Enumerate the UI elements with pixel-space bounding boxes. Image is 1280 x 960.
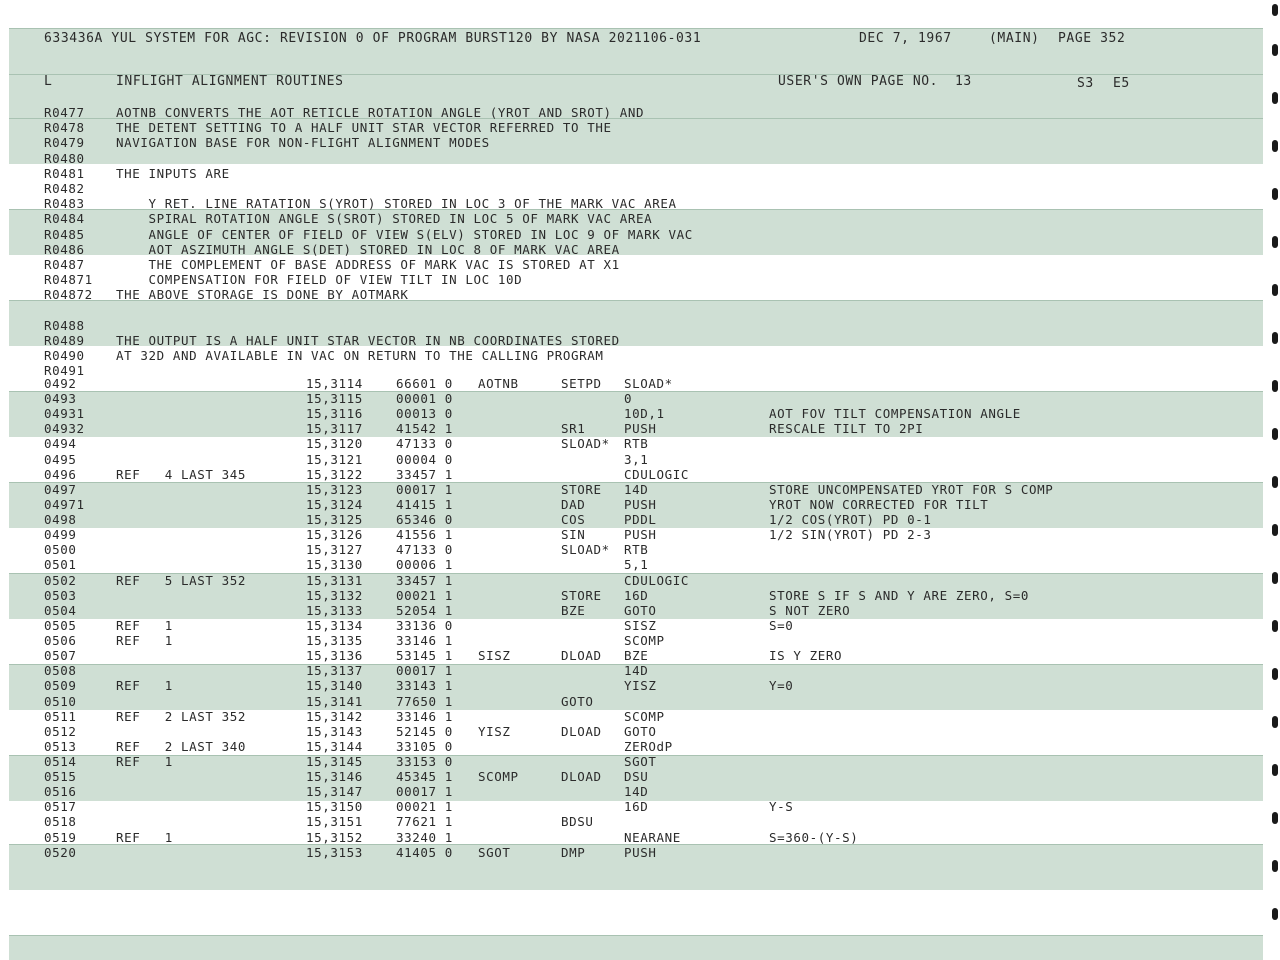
operand: PUSH (624, 844, 657, 860)
line-number: 0507 (44, 648, 77, 664)
line-number: 0509 (44, 678, 77, 694)
octal-word: 41556 1 (396, 527, 453, 543)
opcode: DLOAD (561, 723, 602, 739)
memory-address: 15,3117 (306, 421, 363, 437)
line-number: 04932 (44, 421, 85, 437)
octal-word: 00006 1 (396, 557, 453, 573)
line-number: R0491 (44, 363, 85, 379)
opcode: GOTO (561, 693, 594, 709)
memory-address: 15,3140 (306, 678, 363, 694)
line-number: R0482 (44, 181, 85, 196)
memory-address: 15,3116 (306, 406, 363, 422)
comment: 1/2 SIN(YROT) PD 2-3 (769, 527, 932, 543)
cross-reference: REF 1 (116, 633, 173, 649)
octal-word: 66601 0 (396, 376, 453, 391)
comment: AOT FOV TILT COMPENSATION ANGLE (769, 406, 1021, 422)
memory-address: 15,3132 (306, 587, 363, 603)
opcode: SLOAD* (561, 436, 610, 452)
line-number: R0484 (44, 211, 85, 227)
code-line (0, 663, 1254, 678)
operand: PUSH (624, 527, 657, 543)
remark-line (0, 227, 1254, 242)
line-number: 0513 (44, 738, 77, 754)
cross-reference: REF 1 (116, 678, 173, 694)
code-line (0, 527, 1254, 542)
line-number: R0489 (44, 333, 85, 348)
line-number: 0504 (44, 602, 77, 618)
memory-address: 15,3146 (306, 769, 363, 785)
code-line (0, 391, 1254, 406)
octal-word: 77621 1 (396, 814, 453, 830)
remark-text: AT 32D AND AVAILABLE IN VAC ON RETURN TO THE CALLING PROGRAM (116, 348, 604, 364)
operand: RTB (624, 436, 649, 452)
line-number: 0496 (44, 466, 77, 482)
line-number: R0481 (44, 165, 85, 181)
memory-address: 15,3134 (306, 617, 363, 633)
operand: CDULOGIC (624, 572, 690, 588)
remark-line (0, 348, 1254, 363)
cross-reference: REF 4 LAST 345 (116, 466, 247, 482)
cross-reference: REF 1 (116, 829, 173, 845)
remark-text: ANGLE OF CENTER OF FIELD OF VIEW S(ELV) STORED IN LOC 9 OF MARK VAC (116, 226, 693, 242)
comment: Y-S (769, 799, 794, 815)
comment: IS Y ZERO (769, 648, 843, 664)
code-line (0, 573, 1254, 588)
label: SISZ (478, 648, 511, 664)
line-number: R0483 (44, 196, 85, 212)
octal-word: 45345 1 (396, 769, 453, 785)
memory-address: 15,3137 (306, 663, 363, 679)
octal-word: 00001 0 (396, 391, 453, 407)
comment: STORE UNCOMPENSATED YROT FOR S COMP (769, 481, 1054, 497)
memory-address: 15,3143 (306, 723, 363, 739)
remark-text: THE COMPLEMENT OF BASE ADDRESS OF MARK VAC IS STORED AT X1 (116, 257, 620, 272)
line-number: R0479 (44, 135, 85, 151)
line-number: 0498 (44, 512, 77, 528)
opcode: SIN (561, 527, 586, 543)
remark-text: THE DETENT SETTING TO A HALF UNIT STAR VECTOR REFERRED TO THE (116, 120, 612, 136)
octal-word: 33146 1 (396, 708, 453, 724)
remark-line (0, 151, 1254, 166)
memory-address: 15,3123 (306, 481, 363, 497)
line-number: R0488 (44, 317, 85, 333)
line-number: 0506 (44, 633, 77, 649)
code-line (0, 482, 1254, 497)
octal-word: 00013 0 (396, 406, 453, 422)
code-line (0, 421, 1254, 436)
operand: SCOMP (624, 708, 665, 724)
code-line (0, 588, 1254, 603)
remark-line (0, 211, 1254, 226)
s3-marker: S3 (1077, 76, 1094, 91)
comment: STORE S IF S AND Y ARE ZERO, S=0 (769, 587, 1030, 603)
code-line (0, 709, 1254, 724)
memory-address: 15,3127 (306, 542, 363, 558)
operand: 5,1 (624, 557, 649, 573)
operand: SCOMP (624, 633, 665, 649)
remark-line (0, 303, 1254, 318)
cross-reference: REF 1 (116, 754, 173, 769)
remark-line (0, 272, 1254, 287)
opcode: DLOAD (561, 648, 602, 664)
line-number: 0497 (44, 481, 77, 497)
octal-word: 00017 1 (396, 663, 453, 679)
memory-address: 15,3126 (306, 527, 363, 543)
remark-line (0, 318, 1254, 333)
line-number: 0501 (44, 557, 77, 573)
code-line (0, 739, 1254, 754)
comment: S=0 (769, 617, 794, 633)
code-line (0, 830, 1254, 845)
code-line (0, 406, 1254, 421)
memory-address: 15,3153 (306, 844, 363, 860)
operand: 3,1 (624, 451, 649, 467)
opcode: SR1 (561, 421, 586, 437)
comment: S NOT ZERO (769, 602, 851, 618)
label: SGOT (478, 844, 511, 860)
users-page-number: USER'S OWN PAGE NO. 13 (778, 74, 972, 89)
code-line (0, 542, 1254, 557)
code-line (0, 694, 1254, 709)
comment: YROT NOW CORRECTED FOR TILT (769, 496, 989, 512)
octal-word: 33457 1 (396, 572, 453, 588)
octal-word: 00017 1 (396, 481, 453, 497)
line-number: 04931 (44, 406, 85, 422)
operand: 10D,1 (624, 406, 665, 422)
octal-word: 47133 0 (396, 436, 453, 452)
operand: CDULOGIC (624, 466, 690, 482)
line-number: 0493 (44, 391, 77, 407)
octal-word: 52145 0 (396, 723, 453, 739)
line-number: 0512 (44, 723, 77, 739)
code-line (0, 769, 1254, 784)
listing-l-marker: L (44, 74, 53, 89)
line-number: R0480 (44, 150, 85, 166)
memory-address: 15,3115 (306, 391, 363, 407)
memory-address: 15,3125 (306, 512, 363, 528)
octal-word: 00021 1 (396, 587, 453, 603)
operand: NEARANE (624, 829, 681, 845)
octal-word: 33146 1 (396, 633, 453, 649)
code-line (0, 724, 1254, 739)
cross-reference: REF 2 LAST 352 (116, 708, 247, 724)
octal-word: 33143 1 (396, 678, 453, 694)
memory-address: 15,3142 (306, 708, 363, 724)
operand: DSU (624, 769, 649, 785)
operand: 14D (624, 784, 649, 800)
line-number: R0477 (44, 105, 85, 120)
code-line (0, 784, 1254, 799)
line-number: 0494 (44, 436, 77, 452)
opcode: DAD (561, 496, 586, 512)
line-number: 0492 (44, 376, 77, 391)
remark-line (0, 181, 1254, 196)
octal-word: 77650 1 (396, 693, 453, 709)
code-line (0, 678, 1254, 693)
remark-text: Y RET. LINE RATATION S(YROT) STORED IN LOC 3 OF THE MARK VAC AREA (116, 196, 677, 212)
green-band (9, 935, 1263, 960)
operand: SISZ (624, 617, 657, 633)
line-number: R0478 (44, 120, 85, 136)
memory-address: 15,3122 (306, 466, 363, 482)
memory-address: 15,3135 (306, 633, 363, 649)
memory-address: 15,3145 (306, 754, 363, 769)
opcode: STORE (561, 587, 602, 603)
code-line (0, 633, 1254, 648)
tractor-holes (1264, 0, 1280, 959)
line-number: 0508 (44, 663, 77, 679)
remark-line (0, 287, 1254, 302)
code-line (0, 799, 1254, 814)
comment: RESCALE TILT TO 2PI (769, 421, 924, 437)
line-number: 0503 (44, 587, 77, 603)
line-number: 0511 (44, 708, 77, 724)
code-line (0, 452, 1254, 467)
octal-word: 33457 1 (396, 466, 453, 482)
remark-text: THE OUTPUT IS A HALF UNIT STAR VECTOR IN NB COORDINATES STORED (116, 333, 620, 348)
remark-text: AOTNB CONVERTS THE AOT RETICLE ROTATION ANGLE (YROT AND SROT) AND (116, 105, 645, 120)
operand: 14D (624, 481, 649, 497)
line-number: 0510 (44, 693, 77, 709)
code-line (0, 376, 1254, 391)
operand: ZEROdP (624, 738, 673, 754)
remark-line (0, 196, 1254, 211)
octal-word: 53145 1 (396, 648, 453, 664)
operand: YISZ (624, 678, 657, 694)
code-line (0, 845, 1254, 860)
remark-line (0, 333, 1254, 348)
memory-address: 15,3133 (306, 602, 363, 618)
remark-line (0, 120, 1254, 135)
line-number: R04872 (44, 287, 93, 303)
line-number: 0516 (44, 784, 77, 800)
operand: GOTO (624, 602, 657, 618)
octal-word: 65346 0 (396, 512, 453, 528)
remark-line (0, 135, 1254, 150)
remark-line (0, 105, 1254, 120)
operand: 16D (624, 587, 649, 603)
memory-address: 15,3114 (306, 376, 363, 391)
memory-address: 15,3136 (306, 648, 363, 664)
line-number: 0499 (44, 527, 77, 543)
opcode: DLOAD (561, 769, 602, 785)
code-line (0, 618, 1254, 633)
opcode: BZE (561, 602, 586, 618)
memory-address: 15,3147 (306, 784, 363, 800)
operand: SLOAD* (624, 376, 673, 391)
listing-main: (MAIN) (989, 31, 1040, 46)
memory-address: 15,3144 (306, 738, 363, 754)
octal-word: 41542 1 (396, 421, 453, 437)
line-number: 0520 (44, 844, 77, 860)
opcode: STORE (561, 481, 602, 497)
octal-word: 00004 0 (396, 451, 453, 467)
code-line (0, 814, 1254, 829)
remark-line (0, 257, 1254, 272)
line-number: 0500 (44, 542, 77, 558)
line-number: 0505 (44, 617, 77, 633)
comment: S=360-(Y-S) (769, 829, 859, 845)
cross-reference: REF 1 (116, 617, 173, 633)
octal-word: 52054 1 (396, 602, 453, 618)
code-line (0, 603, 1254, 618)
remark-line (0, 166, 1254, 181)
octal-word: 47133 0 (396, 542, 453, 558)
remark-text: THE INPUTS ARE (116, 165, 230, 181)
page-number: PAGE 352 (1058, 31, 1126, 46)
code-line (0, 648, 1254, 663)
section-title: INFLIGHT ALIGNMENT ROUTINES (116, 74, 344, 89)
line-number: R0486 (44, 241, 85, 257)
remark-text: NAVIGATION BASE FOR NON-FLIGHT ALIGNMENT MODES (116, 135, 490, 151)
remark-text: AOT ASZIMUTH ANGLE S(DET) STORED IN LOC 8 OF MARK VAC AREA (116, 241, 620, 257)
octal-word: 33136 0 (396, 617, 453, 633)
opcode: COS (561, 512, 586, 528)
line-number: 0518 (44, 814, 77, 830)
cross-reference: REF 5 LAST 352 (116, 572, 247, 588)
memory-address: 15,3131 (306, 572, 363, 588)
operand: PDDL (624, 512, 657, 528)
memory-address: 15,3130 (306, 557, 363, 573)
code-line (0, 436, 1254, 451)
memory-address: 15,3151 (306, 814, 363, 830)
opcode: BDSU (561, 814, 594, 830)
comment: Y=0 (769, 678, 794, 694)
memory-address: 15,3124 (306, 496, 363, 512)
line-number: R0485 (44, 226, 85, 242)
code-line (0, 467, 1254, 482)
memory-address: 15,3152 (306, 829, 363, 845)
opcode: DMP (561, 844, 586, 860)
operand: 0 (624, 391, 633, 407)
comment: 1/2 COS(YROT) PD 0-1 (769, 512, 932, 528)
octal-word: 41405 0 (396, 844, 453, 860)
line-number: R04871 (44, 272, 93, 288)
code-line (0, 557, 1254, 572)
memory-address: 15,3150 (306, 799, 363, 815)
label: SCOMP (478, 769, 519, 785)
operand: 14D (624, 663, 649, 679)
octal-word: 41415 1 (396, 496, 453, 512)
octal-word: 33105 0 (396, 738, 453, 754)
line-number: 0495 (44, 451, 77, 467)
memory-address: 15,3120 (306, 436, 363, 452)
octal-word: 33153 0 (396, 754, 453, 769)
e5-marker: E5 (1113, 76, 1130, 91)
line-number: 04971 (44, 496, 85, 512)
octal-word: 00017 1 (396, 784, 453, 800)
remark-text: COMPENSATION FOR FIELD OF VIEW TILT IN LOC 10D (116, 272, 523, 288)
line-number: 0517 (44, 799, 77, 815)
opcode: SETPD (561, 376, 602, 391)
line-number: R0487 (44, 257, 85, 272)
operand: 16D (624, 799, 649, 815)
label: AOTNB (478, 376, 519, 391)
line-number: 0515 (44, 769, 77, 785)
remark-text: THE ABOVE STORAGE IS DONE BY AOTMARK (116, 287, 409, 303)
remark-text: SPIRAL ROTATION ANGLE S(SROT) STORED IN LOC 5 OF MARK VAC AREA (116, 211, 653, 227)
octal-word: 33240 1 (396, 829, 453, 845)
octal-word: 00021 1 (396, 799, 453, 815)
operand: PUSH (624, 496, 657, 512)
operand: RTB (624, 542, 649, 558)
listing-title: 633436A YUL SYSTEM FOR AGC: REVISION 0 OF PROGRAM BURST120 BY NASA 2021106-031 (44, 31, 702, 46)
opcode: SLOAD* (561, 542, 610, 558)
code-line (0, 754, 1254, 769)
line-number: 0514 (44, 754, 77, 769)
memory-address: 15,3121 (306, 451, 363, 467)
memory-address: 15,3141 (306, 693, 363, 709)
line-number: R0490 (44, 348, 85, 364)
listing-date: DEC 7, 1967 (859, 31, 952, 46)
operand: GOTO (624, 723, 657, 739)
code-line (0, 497, 1254, 512)
code-line (0, 512, 1254, 527)
cross-reference: REF 2 LAST 340 (116, 738, 247, 754)
line-number: 0519 (44, 829, 77, 845)
operand: PUSH (624, 421, 657, 437)
remark-line (0, 242, 1254, 257)
operand: BZE (624, 648, 649, 664)
label: YISZ (478, 723, 511, 739)
line-number: 0502 (44, 572, 77, 588)
operand: SGOT (624, 754, 657, 769)
